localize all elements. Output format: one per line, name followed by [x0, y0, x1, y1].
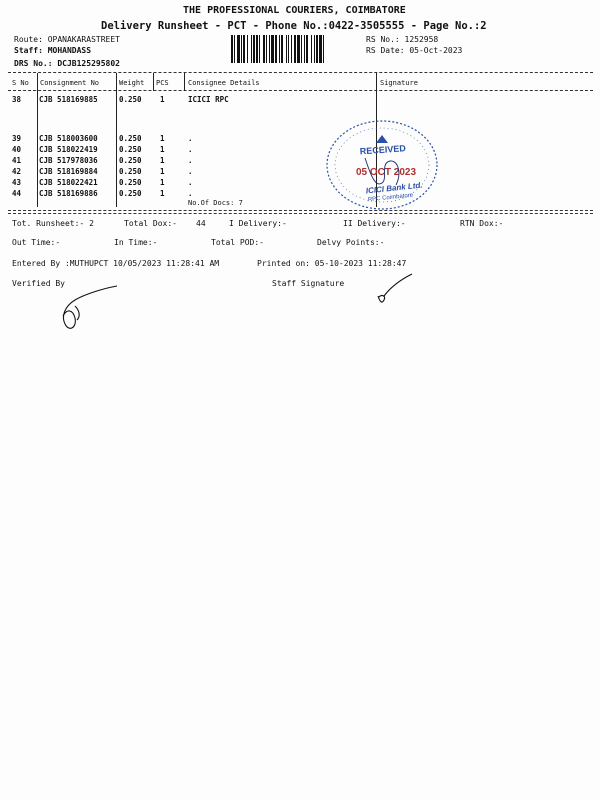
drs-number: DRS No.: DCJB125295802 — [14, 59, 120, 68]
cell-consignee: ICICI RPC — [188, 95, 229, 104]
cell-sno: 42 — [12, 167, 22, 176]
stamp-date-text: 05 OCT 2023 — [356, 167, 417, 178]
cell-sno: 43 — [12, 178, 22, 187]
ii-delivery: II Delivery:- — [343, 219, 406, 228]
barcode-bar — [323, 35, 324, 63]
cell-weight: 0.250 — [119, 156, 142, 165]
cell-weight: 0.250 — [119, 178, 142, 187]
table-top-rule — [8, 72, 593, 73]
barcode-bar — [259, 35, 260, 63]
cell-pcs: 1 — [160, 178, 165, 187]
total-dox-label: Total Dox:- — [124, 219, 177, 228]
cell-weight: 0.250 — [119, 189, 142, 198]
route-label: Route: OPANAKARASTREET — [14, 35, 120, 44]
cell-sno: 38 — [12, 95, 22, 104]
cell-sno: 44 — [12, 189, 22, 198]
col-header-pcs: PCS — [156, 79, 169, 87]
out-time: Out Time:- — [12, 238, 61, 247]
cell-sno: 41 — [12, 156, 22, 165]
table-row — [0, 167, 600, 177]
barcode-bar — [237, 35, 240, 63]
barcode-bar — [247, 35, 248, 63]
barcode-bar — [266, 35, 267, 63]
barcode-bar — [304, 35, 305, 63]
cell-pcs: 1 — [160, 156, 165, 165]
total-pod: Total POD:- — [211, 238, 264, 247]
cell-consignment-no: CJB 518022419 — [39, 145, 98, 154]
barcode-bar — [243, 35, 245, 63]
barcode-bar — [291, 35, 292, 63]
barcode-bar — [316, 35, 318, 63]
cell-consignment-no: CJB 517978036 — [39, 156, 98, 165]
tot-runsheet: Tot. Runsheet:- 2 — [12, 219, 94, 228]
barcode-bar — [231, 35, 233, 63]
delvy-points: Delvy Points:- — [317, 238, 385, 247]
barcode-bar — [275, 35, 277, 63]
staff-signature — [370, 270, 430, 310]
cell-pcs: 1 — [160, 145, 165, 154]
printed-on: Printed on: 05-10-2023 11:28:47 — [257, 259, 407, 268]
cell-pcs: 1 — [160, 134, 165, 143]
cell-pcs: 1 — [160, 95, 165, 104]
stamp-branch-text: RPC Coimbatore — [367, 192, 414, 204]
cell-pcs: 1 — [160, 167, 165, 176]
cell-sno: 40 — [12, 145, 22, 154]
total-dox-value: 44 — [196, 219, 206, 228]
cell-weight: 0.250 — [119, 134, 142, 143]
cell-weight: 0.250 — [119, 167, 142, 176]
barcode-bar — [294, 35, 296, 63]
cell-consignee: . — [188, 189, 193, 198]
barcode-bar — [269, 35, 270, 63]
barcode-bar — [306, 35, 308, 63]
cell-consignee: . — [188, 167, 193, 176]
cell-pcs: 1 — [160, 189, 165, 198]
col-header-weight: Weight — [119, 79, 145, 87]
table-row — [0, 189, 600, 199]
no-of-docs: No.Of Docs: 7 — [188, 199, 243, 207]
rs-number: RS No.: 1252958 — [366, 35, 439, 44]
table-row — [0, 134, 600, 144]
cell-weight: 0.250 — [119, 95, 142, 104]
barcode — [231, 35, 359, 63]
barcode-bar — [256, 35, 258, 63]
col-divider — [153, 73, 154, 91]
barcode-bar — [253, 35, 255, 63]
cell-consignee: . — [188, 145, 193, 154]
barcode-bar — [234, 35, 235, 63]
company-title: THE PROFESSIONAL COURIERS, COIMBATORE — [183, 5, 406, 16]
barcode-bar — [281, 35, 283, 63]
barcode-bar — [301, 35, 302, 63]
barcode-bar — [279, 35, 280, 63]
table-row — [0, 178, 600, 188]
i-delivery: I Delivery:- — [229, 219, 287, 228]
col-header-signature: Signature — [380, 79, 418, 87]
table-row — [0, 145, 600, 155]
barcode-bar — [297, 35, 300, 63]
stamp-bank-text: ICICI Bank Ltd. — [365, 180, 423, 196]
rtn-dox: RTN Dox:- — [460, 219, 504, 228]
cell-consignment-no: CJB 518169886 — [39, 189, 98, 198]
table-row — [0, 156, 600, 166]
barcode-bar — [319, 35, 322, 63]
table-header-rule — [8, 90, 593, 91]
col-header-consignee: Consignee Details — [188, 79, 260, 87]
cell-consignee: . — [188, 156, 193, 165]
cell-consignee: . — [188, 178, 193, 187]
verified-signature — [55, 280, 145, 340]
verified-by-label: Verified By — [12, 279, 65, 288]
cell-consignment-no: CJB 518022421 — [39, 178, 98, 187]
col-header-consignment: Consignment No — [40, 79, 100, 87]
received-stamp — [320, 113, 450, 213]
table-row — [0, 95, 600, 105]
barcode-bar — [251, 35, 252, 63]
cell-weight: 0.250 — [119, 145, 142, 154]
in-time: In Time:- — [114, 238, 158, 247]
barcode-bar — [288, 35, 289, 63]
cell-consignment-no: CJB 518169885 — [39, 95, 98, 104]
cell-consignee: . — [188, 134, 193, 143]
barcode-bar — [311, 35, 312, 63]
col-divider — [184, 73, 185, 91]
staff-label: Staff: MOHANDASS — [14, 46, 92, 55]
entered-by: Entered By :MUTHUPCT 10/05/2023 11:28:41 AM — [12, 259, 220, 268]
staff-signature-label: Staff Signature — [272, 279, 345, 288]
barcode-bar — [271, 35, 274, 63]
cell-consignment-no: CJB 518169884 — [39, 167, 98, 176]
stamp-received-text: RECEIVED — [359, 143, 407, 157]
barcode-bar — [263, 35, 265, 63]
totals-rule — [8, 213, 593, 214]
cell-sno: 39 — [12, 134, 22, 143]
barcode-bar — [241, 35, 242, 63]
col-header-sno: S No — [12, 79, 29, 87]
barcode-bar — [286, 35, 287, 63]
rs-date: RS Date: 05-Oct-2023 — [366, 46, 463, 55]
runsheet-subtitle: Delivery Runsheet - PCT - Phone No.:0422-3505555 - Page No.:2 — [101, 20, 487, 32]
table-bottom-rule — [8, 210, 593, 211]
cell-consignment-no: CJB 518003600 — [39, 134, 98, 143]
barcode-bar — [314, 35, 315, 63]
